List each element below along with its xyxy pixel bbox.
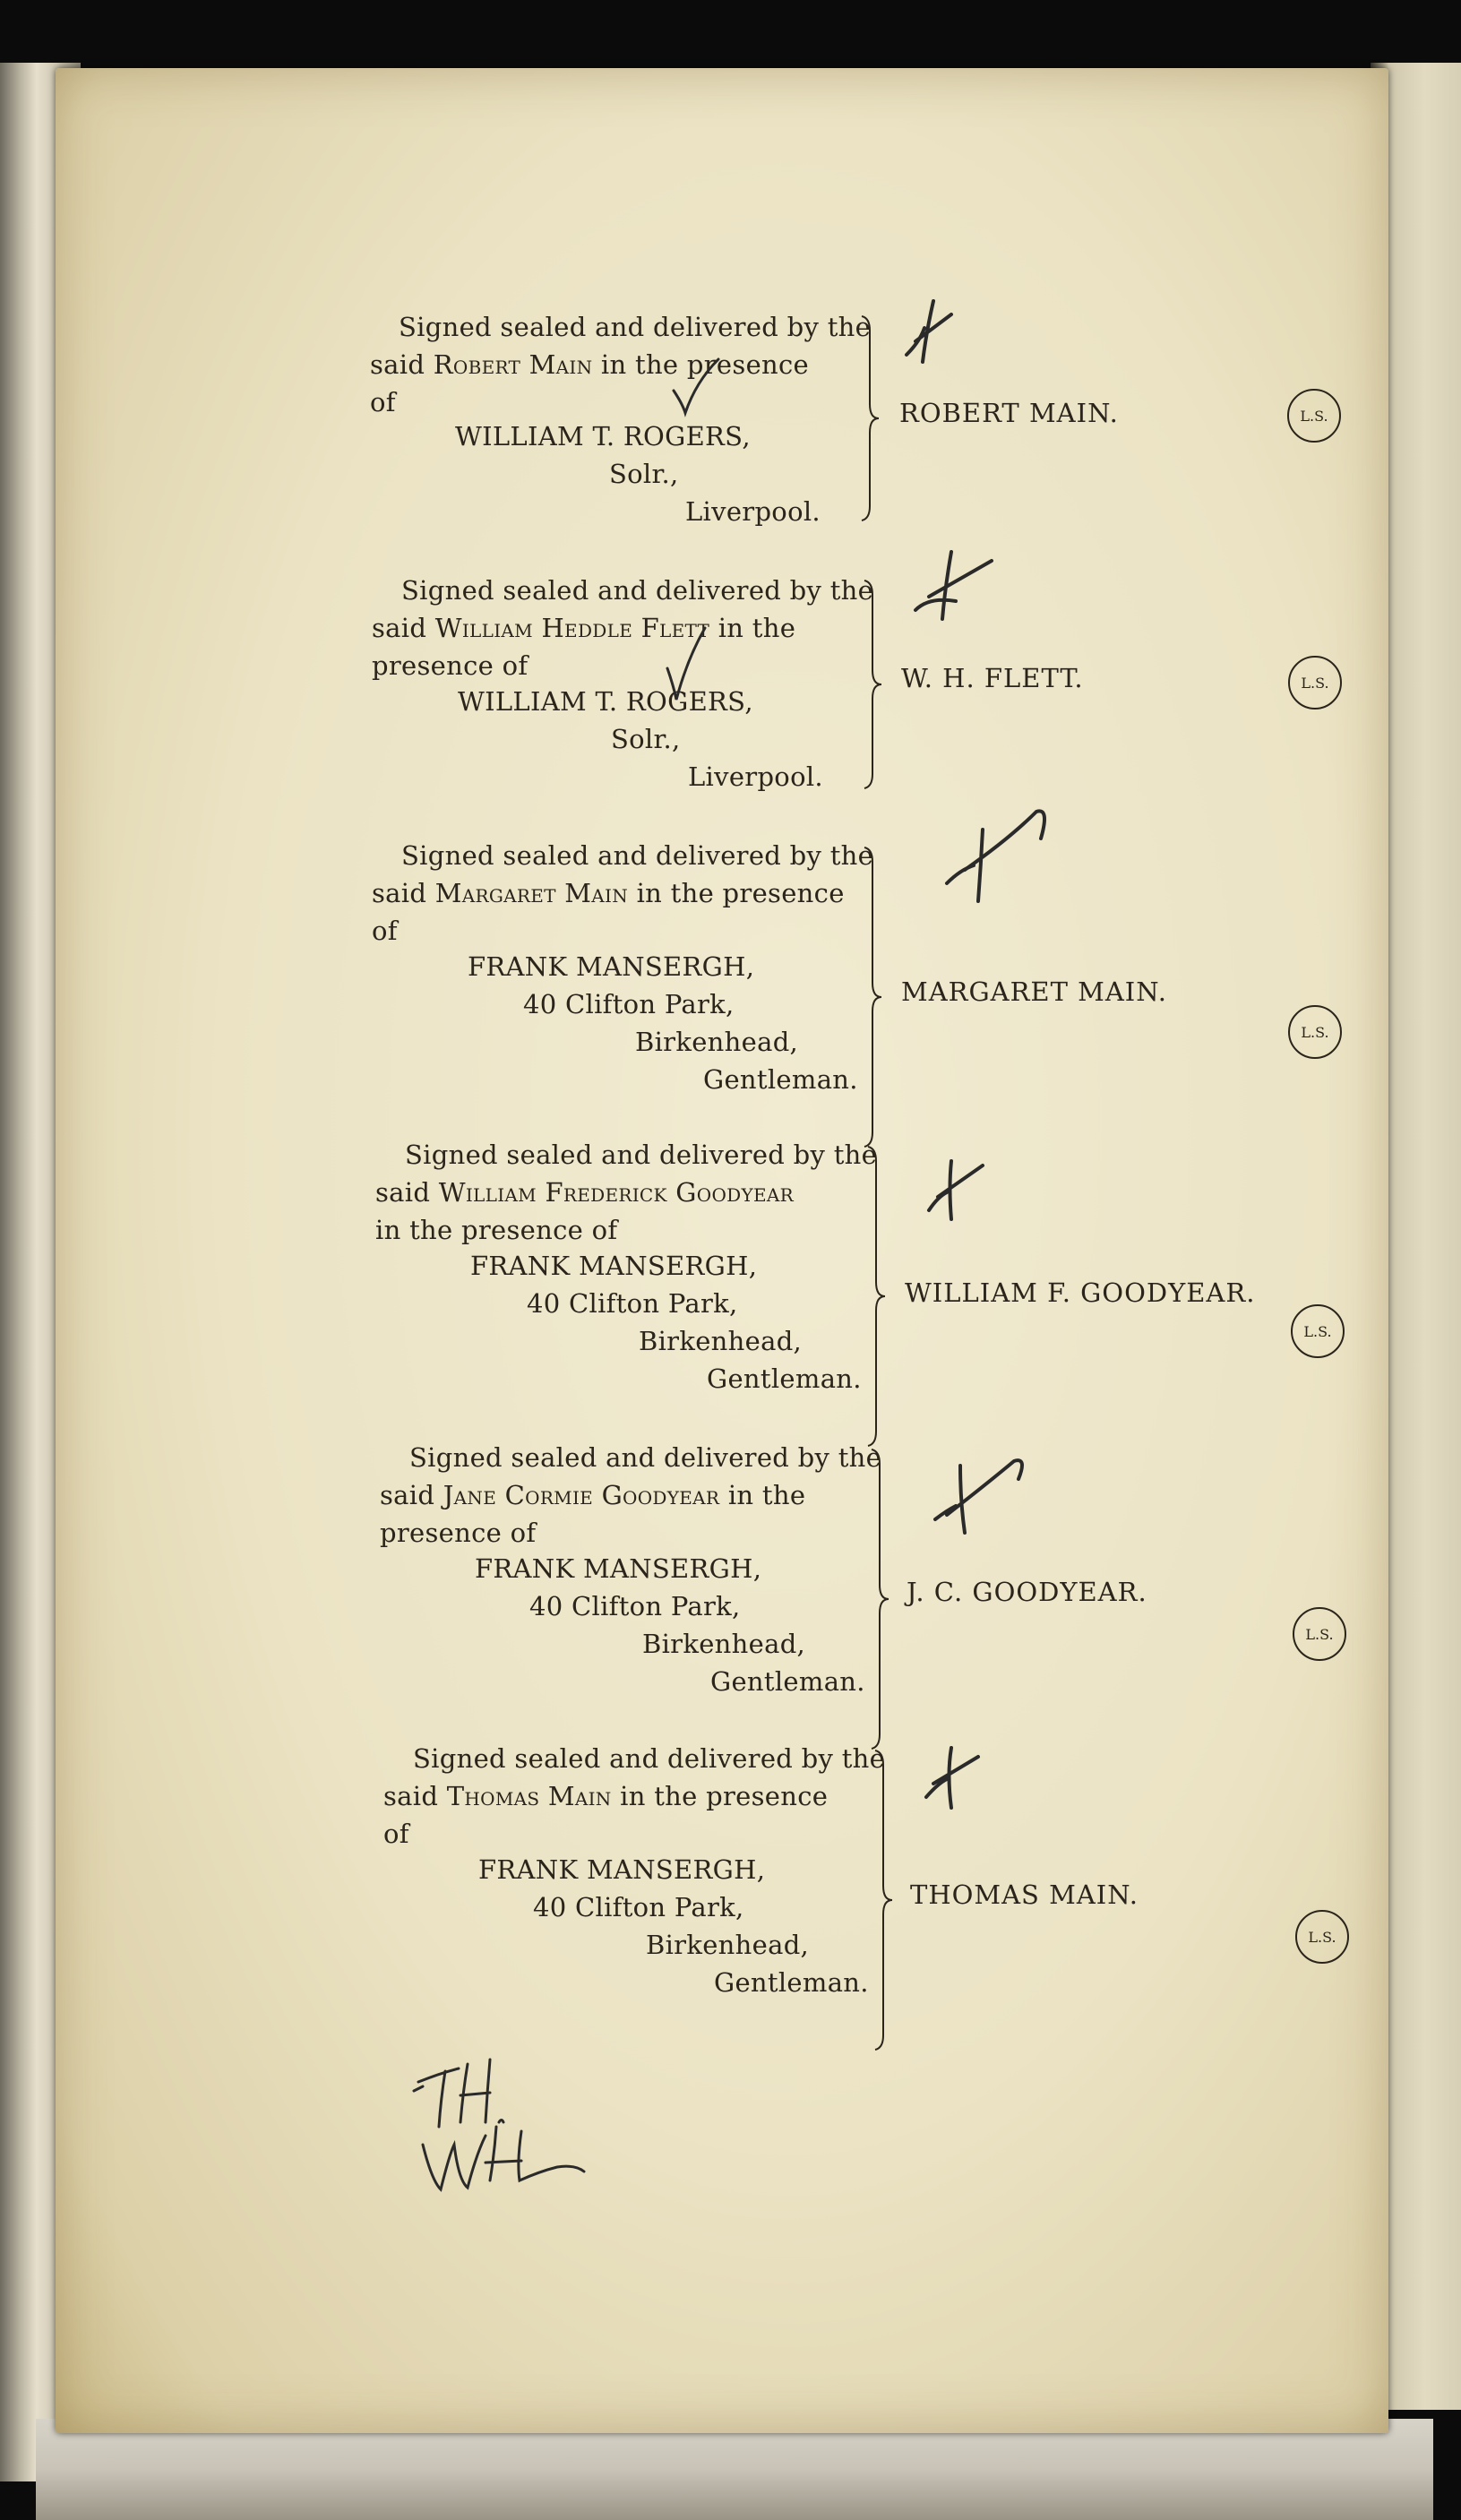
- pencil-cross-mark: [898, 292, 978, 373]
- signer-name: THOMAS MAIN.: [910, 1879, 1139, 1910]
- signer-name: W. H. FLETT.: [901, 663, 1084, 693]
- brace: [862, 579, 889, 790]
- brace: [862, 846, 889, 1148]
- witness-name: FRANK MANSERGH,: [475, 1553, 762, 1584]
- attestation-line1: Signed sealed and delivered by the: [413, 1743, 886, 1774]
- attestation-line2: said Margaret Main in the presence: [372, 878, 845, 908]
- seal-mark: L.S.: [1288, 656, 1342, 710]
- witness-occupation: Gentleman.: [714, 1967, 869, 1998]
- document-page: [56, 68, 1388, 2433]
- attestation-line2: said Jane Cormie Goodyear in the: [380, 1480, 806, 1510]
- witness-address: Liverpool.: [688, 761, 823, 792]
- signer-name: WILLIAM F. GOODYEAR.: [905, 1277, 1256, 1308]
- witness-name: FRANK MANSERGH,: [468, 951, 755, 982]
- attestation-line1: Signed sealed and delivered by the: [401, 840, 874, 871]
- brace: [859, 314, 886, 522]
- seal-mark: L.S.: [1287, 389, 1341, 443]
- signer-name: J. C. GOODYEAR.: [907, 1577, 1147, 1607]
- signer-name: ROBERT MAIN.: [899, 398, 1119, 428]
- pencil-cross-mark: [938, 803, 1054, 910]
- attestation-line1: Signed sealed and delivered by the: [401, 575, 874, 606]
- seal-mark: L.S.: [1288, 1005, 1342, 1059]
- witness-name: FRANK MANSERGH,: [470, 1251, 758, 1281]
- attestation-line3: presence of: [380, 1518, 537, 1548]
- witness-address: 40 Clifton Park,: [529, 1591, 741, 1621]
- attestation-line3: of: [372, 916, 398, 946]
- attestation-line2: said William Frederick Goodyear: [375, 1177, 794, 1208]
- party-name: William Heddle Flett: [434, 613, 710, 643]
- attestation-line3: presence of: [372, 650, 529, 681]
- pencil-tick-mark: [660, 624, 714, 704]
- attestation-line3: of: [370, 387, 396, 417]
- signer-name: MARGARET MAIN.: [901, 976, 1167, 1007]
- attestation-line1: Signed sealed and delivered by the: [399, 312, 872, 342]
- attestation-line3: of: [383, 1819, 409, 1849]
- pencil-cross-mark: [924, 1448, 1032, 1546]
- party-name: Thomas Main: [446, 1781, 612, 1811]
- attestation-line2: said William Heddle Flett in the: [372, 613, 796, 643]
- attestation-line1: Signed sealed and delivered by the: [405, 1140, 878, 1170]
- witness-name: WILLIAM T. ROGERS,: [455, 421, 751, 452]
- brace: [872, 1749, 899, 2051]
- witness-address: 40 Clifton Park,: [527, 1288, 738, 1319]
- party-name: Jane Cormie Goodyear: [443, 1480, 720, 1510]
- witness-occupation: Solr.,: [611, 724, 681, 754]
- handwritten-initials: [405, 2046, 602, 2202]
- binding-cloth: [36, 2419, 1433, 2520]
- pencil-cross-mark: [915, 1734, 996, 1815]
- witness-occupation: Gentleman.: [707, 1363, 862, 1394]
- party-name: Margaret Main: [434, 878, 629, 908]
- attestation-line2: said Thomas Main in the presence: [383, 1781, 829, 1811]
- party-name: Robert Main: [433, 349, 593, 380]
- brace: [865, 1145, 892, 1448]
- witness-name: WILLIAM T. ROGERS,: [458, 686, 753, 717]
- brace: [869, 1448, 896, 1750]
- attestation-line3: in the presence of: [375, 1215, 618, 1245]
- witness-address: 40 Clifton Park,: [523, 989, 735, 1019]
- pencil-cross-mark: [902, 543, 1001, 632]
- witness-occupation: Solr.,: [609, 459, 679, 489]
- attestation-line1: Signed sealed and delivered by the: [409, 1442, 882, 1473]
- pencil-tick-mark: [669, 355, 723, 417]
- seal-mark: L.S.: [1295, 1910, 1349, 1964]
- witness-town: Birkenhead,: [639, 1326, 803, 1356]
- witness-town: Birkenhead,: [646, 1930, 810, 1960]
- witness-town: Birkenhead,: [642, 1629, 806, 1659]
- witness-address: Liverpool.: [685, 496, 821, 527]
- attestation-line2: said Robert Main in the presence: [370, 349, 810, 380]
- witness-name: FRANK MANSERGH,: [478, 1854, 766, 1885]
- seal-mark: L.S.: [1291, 1304, 1345, 1358]
- pencil-cross-mark: [920, 1148, 1001, 1228]
- witness-town: Birkenhead,: [635, 1027, 799, 1057]
- witness-occupation: Gentleman.: [703, 1064, 858, 1095]
- witness-occupation: Gentleman.: [710, 1666, 865, 1697]
- seal-mark: L.S.: [1293, 1607, 1346, 1661]
- witness-address: 40 Clifton Park,: [533, 1892, 744, 1922]
- party-name: William Frederick Goodyear: [438, 1177, 794, 1208]
